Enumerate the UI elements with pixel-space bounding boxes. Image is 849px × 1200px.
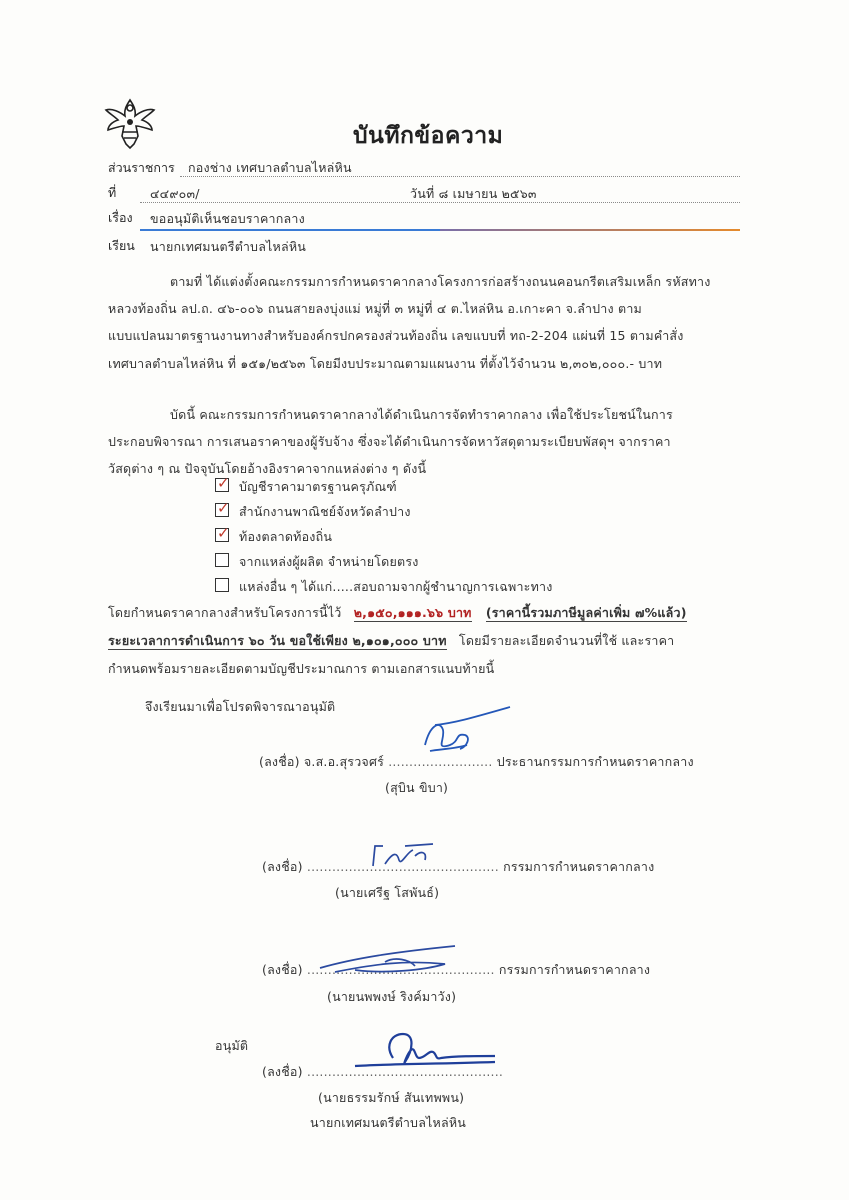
source-checklist [215,474,735,598]
department-rule [180,176,740,177]
to-value: นายกเทศมนตรีตำบลไหล่หิน [150,239,307,254]
reference-label: ที่ [108,185,117,200]
paragraph2-line: บัดนี้ คณะกรรมการกำหนดราคากลางได้ดำเนินการจัดทำราคากลาง เพื่อใช้ประโยชน์ในการ [170,407,673,422]
signature-1-prefix: (ลงชื่อ) จ.ส.อ.สุรวจศร์ [259,754,384,769]
signature-3-line: (ลงชื่อ) ............................................. กรรมการกำหนดราคากลาง [262,962,651,977]
price-amount: ๒,๑๕๐,๑๑๑.๖๖ บาท [353,605,472,620]
date-value: วันที่ ๘ เมษายน ๒๕๖๓ [410,186,537,201]
checkbox-unchecked[interactable] [215,553,229,567]
duration-budget: ระยะเวลาการดำเนินการ ๖๐ วัน ขอใช้เพียง ๒,๑๐๑,๐๐๐ บาท [108,633,447,648]
subject-accent-blue [140,229,440,231]
reference-value: ๔๔๙๐๓/ [150,186,200,201]
paragraph1-line: เทศบาลตำบลไหล่หิน ที่ ๑๕๑/๒๕๖๓ โดยมีงบประมาณตามแผนงาน ที่ตั้งไว้จำนวน ๒,๓๐๒,๐๐๐.- บาท [108,356,663,371]
signature-2-prefix: (ลงชื่อ) [262,859,303,874]
checklist-label: สำนักงานพาณิชย์จังหวัดลำปาง [239,504,411,519]
paragraph2-line: ประกอบพิจารณา การเสนอราคาของผู้รับจ้าง ซึ่งจะได้ดำเนินการจัดหาวัสดุตามระเบียบพัสดุฯ จากราคา [108,434,671,449]
check-mark-icon: ✓ [217,524,230,542]
closing-line: จึงเรียนมาเพื่อโปรดพิจารณาอนุมัติ [145,699,336,714]
signature-1-name: (สุบิน ขิบา) [385,780,449,795]
checklist-label: แหล่งอื่น ๆ ได้แก่.....สอบถามจากผู้ชำนาญการเฉพาะทาง [239,579,553,594]
approval-name: (นายธรรมรักษ์ สันเทพพน) [318,1090,465,1105]
approval-label: อนุมัติ [215,1038,249,1053]
checklist-label: ท้องตลาดท้องถิ่น [239,529,333,544]
department-label: ส่วนราชการ [108,160,175,175]
signature-3-role: กรรมการกำหนดราคากลาง [498,962,651,977]
price-line [108,603,687,623]
check-mark-icon: ✓ [217,499,230,517]
checklist-label: จากแหล่งผู้ผลิต จำหน่ายโดยตรง [239,554,419,569]
checkbox-checked[interactable] [215,524,230,542]
signature-3-name: (นายนพพงษ์ ริงค์มาวัง) [327,989,457,1004]
checkbox-checked[interactable] [215,499,230,517]
price-prefix: โดยกำหนดราคากลางสำหรับโครงการนี้ไว้ [108,605,342,620]
checkbox-checked[interactable] [215,474,230,492]
approval-position: นายกเทศมนตรีตำบลไหล่หิน [310,1115,467,1130]
signature-2-role: กรรมการกำหนดราคากลาง [503,859,655,874]
approval-prefix: (ลงชื่อ) [262,1064,303,1079]
reference-rule [140,202,740,203]
price-vat-note: (ราคานี้รวมภาษีมูลค่าเพิ่ม ๗%แล้ว) [485,605,687,620]
signature-1-role: ประธานกรรมการกำหนดราคากลาง [496,754,694,769]
approval-line: (ลงชื่อ) ............................................... [262,1064,504,1079]
check-mark-icon: ✓ [217,474,230,492]
memo-title: บันทึกข้อความ [353,123,504,149]
subject-accent-orange [440,229,740,231]
paragraph2-line: วัสดุต่าง ๆ ณ ปัจจุบันโดยอ้างอิงราคาจากแหล่งต่าง ๆ ดังนี้ [108,461,427,476]
attachment-line: กำหนดพร้อมรายละเอียดตามบัญชีประมาณการ ตามเอกสารแนบท้ายนี้ [108,661,495,676]
signature-1-line: (ลงชื่อ) จ.ส.อ.สุรวจศร์ ......................... ประธานกรรมการกำหนดราคากลาง [259,754,694,769]
subject-value: ขออนุมัติเห็นชอบราคากลาง [150,211,305,226]
paragraph1-line: ตามที่ ได้แต่งตั้งคณะกรรมการกำหนดราคากลางโครงการก่อสร้างถนนคอนกรีตเสริมเหล็ก รหัสทาง [170,274,711,289]
paragraph1-line: แบบแปลนมาตรฐานงานทางสำหรับองค์กรปกครองส่วนท้องถิ่น เลขแบบที่ ทถ-2-204 แผ่นที่ 15 ตามคำสั่ง [108,328,684,343]
duration-line [108,631,674,651]
signature-2-name: (นายเศรีฐ โสพันธ์) [335,885,440,900]
paragraph1-line: หลวงท้องถิ่น ลป.ถ. ๔๖-๐๐๖ ถนนสายลงบุ่งแม่ หมู่ที่ ๓ หมู่ที่ ๔ ต.ไหล่หิน อ.เกาะคา จ.ลำปาง ตาม [108,301,642,316]
signature-3-prefix: (ลงชื่อ) [262,962,303,977]
department-value: กองช่าง เทศบาลตำบลไหล่หิน [188,160,352,175]
garuda-emblem-icon [100,92,160,152]
signature-2-line: (ลงชื่อ) .............................................. กรรมการกำหนดราคากลาง [262,859,655,874]
checkbox-unchecked[interactable] [215,578,229,592]
checklist-label: บัญชีราคามาตรฐานครุภัณฑ์ [239,479,397,494]
duration-suffix: โดยมีรายละเอียดจำนวนที่ใช้ และราคา [458,633,675,648]
subject-label: เรื่อง [108,210,133,225]
to-label: เรียน [108,238,135,253]
